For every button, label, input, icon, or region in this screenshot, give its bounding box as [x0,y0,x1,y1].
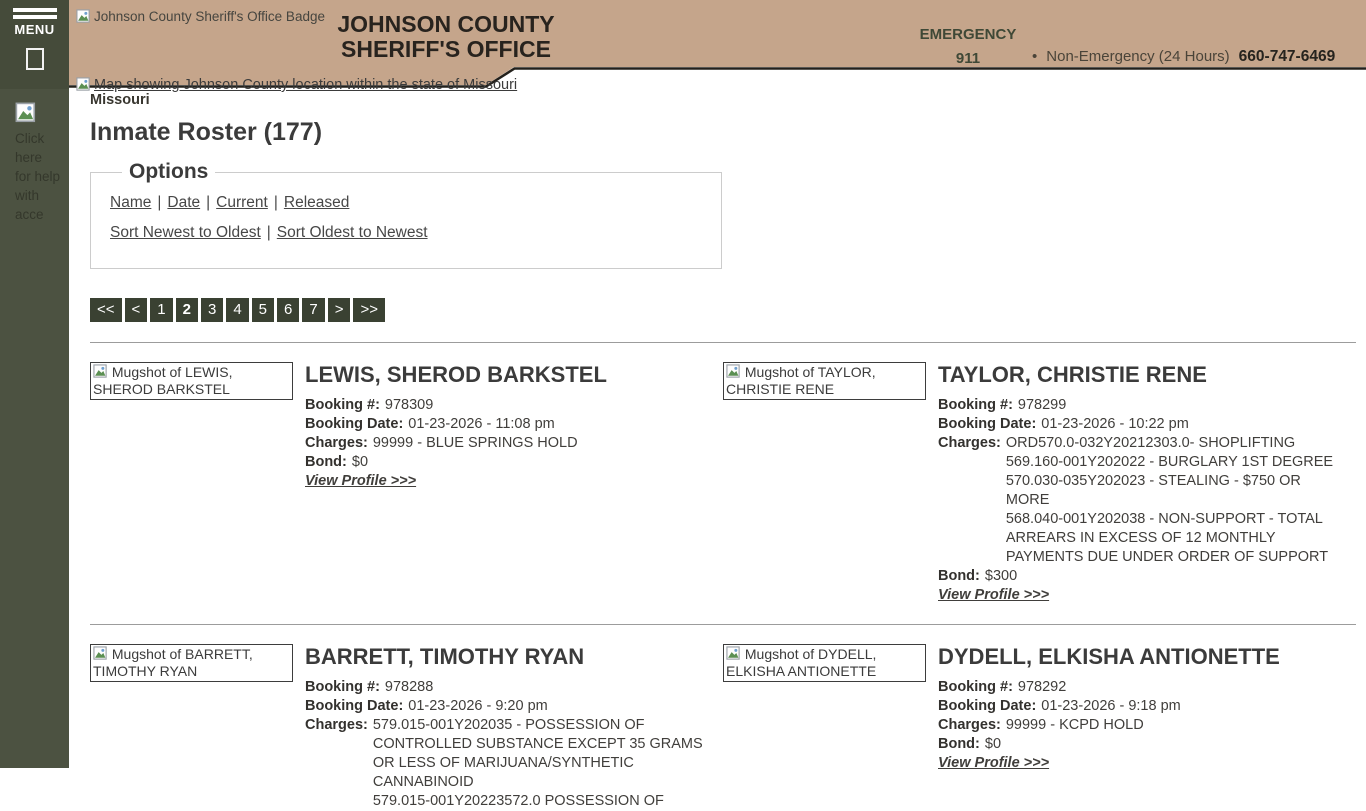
row-divider [90,342,1356,343]
missing-glyph-icon[interactable] [26,48,44,70]
pagination [90,298,1366,322]
charges-list [1006,434,1346,567]
broken-image-icon [93,364,108,380]
inmate-name: TAYLOR, CHRISTIE RENE [938,362,1207,387]
page-first-button[interactable]: << [90,298,122,322]
mugshot-image [90,362,293,400]
separator: | [206,194,211,211]
view-profile-link[interactable]: View Profile >>> [938,755,1050,771]
page-4-button[interactable]: 4 [226,298,248,322]
roster-row [90,362,1366,604]
charges-list [373,716,713,811]
charge-item: ORD570.0-032Y20212303.0- SHOPLIFTING [1005,435,1296,451]
non-emergency-block [1032,48,1335,66]
app-header [69,0,1366,110]
page-7-button[interactable]: 7 [302,298,324,322]
inmate-card-lewis [90,362,723,490]
sort-links-row [110,224,721,242]
menu-label: MENU [14,22,55,37]
emergency-label: EMERGENCY [919,26,1017,43]
page-last-button[interactable]: >> [353,298,385,322]
booking-number-label: Booking #: [305,397,380,413]
filter-date-link[interactable]: Date [167,194,201,211]
mugshot-image [723,362,926,400]
charges-label: Charges: [305,435,368,451]
charges-list [1006,716,1144,735]
inmate-card-dydell [723,644,1356,772]
menu-button[interactable] [13,0,57,37]
separator: | [266,224,271,241]
mugshot-image [90,644,293,682]
bullet-separator: • [1032,48,1038,65]
page-prev-button[interactable]: < [125,298,148,322]
charge-item: 99999 - KCPD HOLD [1005,717,1144,733]
page-next-button[interactable]: > [328,298,351,322]
separator: | [273,194,278,211]
map-alt-text: Map showing Johnson County location within the state of Missouri [94,77,518,93]
main-area [69,0,1366,811]
broken-image-icon [726,646,741,662]
non-emergency-number: 660-747-6469 [1238,48,1336,65]
charges-label: Charges: [938,717,1001,733]
booking-number-label: Booking #: [305,679,380,695]
broken-image-icon [15,102,61,127]
charges-label: Charges: [305,717,368,733]
booking-date-value: 01-23-2026 - 10:22 pm [1041,416,1189,432]
badge-image-link[interactable] [76,9,325,25]
booking-number-value: 978292 [1017,679,1067,695]
broken-image-icon [76,77,91,94]
roster-row [90,644,1366,811]
bond-value: $0 [984,736,1002,752]
page-2-button[interactable]: 2 [176,298,198,322]
content-area [69,118,1366,811]
inmate-name: LEWIS, SHEROD BARKSTEL [305,362,607,387]
page-1-button[interactable]: 1 [150,298,172,322]
charge-item: 568.040-001Y202038 - NON-SUPPORT - TOTAL ARREARS IN EXCESS OF 12 MONTHLY PAYMENTS DUE UNDER ORDER OF SUPPORT [1005,511,1329,565]
booking-date-label: Booking Date: [938,698,1037,714]
page-6-button[interactable]: 6 [277,298,299,322]
booking-number-value: 978299 [1017,397,1067,413]
charges-list [373,434,578,453]
page-3-button[interactable]: 3 [201,298,223,322]
booking-date-value: 01-23-2026 - 9:20 pm [408,698,548,714]
filter-links-row [110,194,721,212]
charge-item: 579.015-001Y20223572.0 POSSESSION OF [372,793,664,809]
inmate-info [938,362,1356,604]
hamburger-icon [13,15,57,19]
inmate-card-taylor [723,362,1356,604]
mugshot-alt-text: Mugshot of TAYLOR, CHRISTIE RENE [726,364,876,397]
site-title-line1: JOHNSON COUNTY [337,11,555,37]
mugshot-alt-text: Mugshot of DYDELL, ELKISHA ANTIONETTE [726,646,877,679]
bond-label: Bond: [938,568,980,584]
booking-date-value: 01-23-2026 - 9:18 pm [1041,698,1181,714]
inmate-name: DYDELL, ELKISHA ANTIONETTE [938,644,1280,669]
broken-image-icon [93,646,108,662]
charge-item: 579.015-001Y202035 - POSSESSION OF CONTROLLED SUBSTANCE EXCEPT 35 GRAMS OR LESS OF MARIJUANA/SYNTHETIC CANNABINOID [372,717,703,790]
bond-label: Bond: [305,454,347,470]
page-5-button[interactable]: 5 [252,298,274,322]
row-divider [90,624,1356,625]
charges-label: Charges: [938,435,1001,451]
inmate-info [305,644,723,811]
separator: | [157,194,162,211]
sort-oldest-link[interactable]: Sort Oldest to Newest [276,224,428,241]
bond-label: Bond: [938,736,980,752]
site-title-line2: SHERIFF'S OFFICE [341,36,551,62]
bond-value: $0 [351,454,369,470]
filter-current-link[interactable]: Current [216,194,268,211]
filter-name-link[interactable]: Name [110,194,152,211]
hamburger-icon [13,8,57,12]
booking-number-label: Booking #: [938,397,1013,413]
emergency-number: 911 [955,50,981,67]
broken-image-icon [76,9,91,25]
mugshot-alt-text: Mugshot of BARRETT, TIMOTHY RYAN [93,646,253,679]
bond-value: $300 [984,568,1018,584]
charge-item: 569.160-001Y202022 - BURGLARY 1ST DEGREE [1005,454,1334,470]
view-profile-link[interactable]: View Profile >>> [305,473,417,489]
mugshot-alt-text: Mugshot of LEWIS, SHEROD BARKSTEL [93,364,233,397]
inmate-card-barrett [90,644,723,811]
sort-newest-link[interactable]: Sort Newest to Oldest [110,224,261,241]
charge-item: 99999 - BLUE SPRINGS HOLD [372,435,578,451]
inmate-name: BARRETT, TIMOTHY RYAN [305,644,585,669]
booking-date-label: Booking Date: [938,416,1037,432]
charge-item: 570.030-035Y202023 - STEALING - $750 OR MORE [1005,473,1301,508]
booking-date-value: 01-23-2026 - 11:08 pm [408,416,555,432]
page-title: Inmate Roster (177) [90,118,323,146]
broken-image-icon [726,364,741,380]
view-profile-link[interactable]: View Profile >>> [938,587,1050,603]
badge-alt-text: Johnson County Sheriff's Office Badge [94,9,325,24]
options-legend: Options [129,160,209,183]
state-label: Missouri [90,92,150,108]
booking-number-value: 978309 [384,397,434,413]
booking-number-label: Booking #: [938,679,1013,695]
mugshot-image [723,644,926,682]
accessibility-help-alt-text: Click here for help with acce [15,131,61,222]
booking-number-value: 978288 [384,679,434,695]
inmate-info [938,644,1356,772]
emergency-block [902,26,1034,67]
site-title [315,12,577,62]
non-emergency-label: Non-Emergency (24 Hours) [1046,48,1230,65]
booking-date-label: Booking Date: [305,698,404,714]
filter-released-link[interactable]: Released [283,194,350,211]
inmate-info [305,362,723,490]
booking-date-label: Booking Date: [305,416,404,432]
accessibility-help-link[interactable] [15,102,61,224]
sidebar [0,0,69,768]
sidebar-menu-block [0,0,69,89]
options-panel [90,160,722,269]
